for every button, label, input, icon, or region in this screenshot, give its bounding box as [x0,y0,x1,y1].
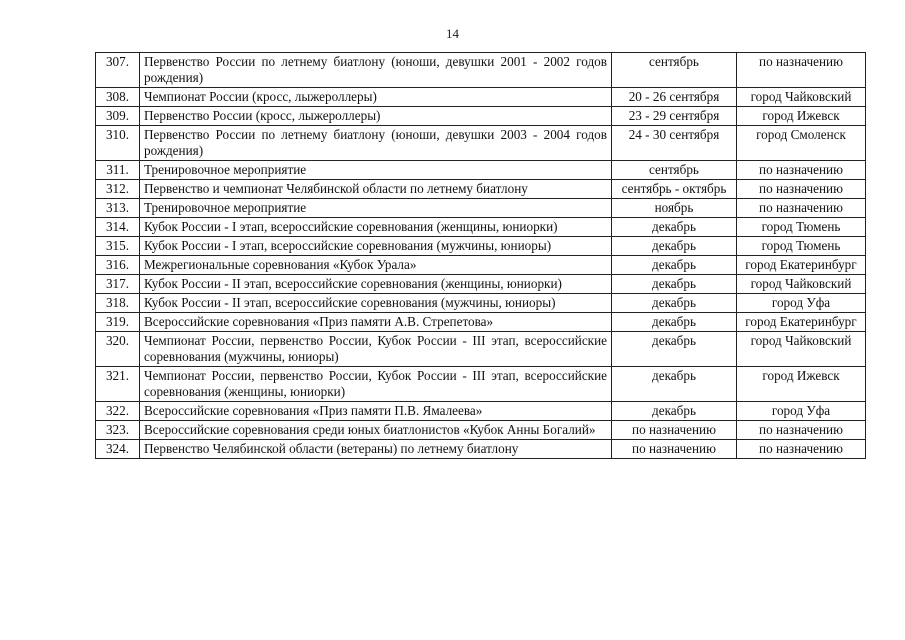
event-place-cell: город Смоленск [737,126,866,161]
event-name-cell: Первенство Челябинской области (ветераны) по летнему биатлону [140,440,612,459]
row-number-cell: 316. [96,256,140,275]
event-place-cell: город Ижевск [737,107,866,126]
event-date-cell: 24 - 30 сентября [612,126,737,161]
table-row [96,367,866,402]
event-date-cell: 20 - 26 сентября [612,88,737,107]
event-name-cell: Всероссийские соревнования среди юных биатлонистов «Кубок Анны Богалий» [140,421,612,440]
event-name-cell: Кубок России - II этап, всероссийские соревнования (мужчины, юниоры) [140,294,612,313]
event-date-cell: декабрь [612,294,737,313]
events-table-body [96,53,866,459]
event-name-cell: Всероссийские соревнования «Приз памяти А.В. Стрепетова» [140,313,612,332]
event-place-cell: по назначению [737,421,866,440]
row-number-cell: 323. [96,421,140,440]
row-number-cell: 309. [96,107,140,126]
event-place-cell: город Чайковский [737,332,866,367]
event-place-cell: город Уфа [737,402,866,421]
table-row [96,88,866,107]
row-number-cell: 320. [96,332,140,367]
event-name-cell: Тренировочное мероприятие [140,199,612,218]
event-name-cell: Кубок России - I этап, всероссийские соревнования (мужчины, юниоры) [140,237,612,256]
event-name-cell: Первенство России по летнему биатлону (юноши, девушки 2001 - 2002 годов рождения) [140,53,612,88]
row-number-cell: 307. [96,53,140,88]
event-place-cell: по назначению [737,440,866,459]
event-date-cell: декабрь [612,313,737,332]
row-number-cell: 317. [96,275,140,294]
event-place-cell: город Тюмень [737,218,866,237]
row-number-cell: 310. [96,126,140,161]
event-place-cell: по назначению [737,53,866,88]
event-date-cell: по назначению [612,421,737,440]
event-date-cell: сентябрь - октябрь [612,180,737,199]
event-date-cell: декабрь [612,218,737,237]
table-row [96,275,866,294]
events-table [95,52,866,459]
row-number-cell: 308. [96,88,140,107]
event-date-cell: ноябрь [612,199,737,218]
event-name-cell: Чемпионат России, первенство России, Кубок России - III этап, всероссийские соревнования (женщины, юниорки) [140,367,612,402]
table-row [96,107,866,126]
event-name-cell: Чемпионат России (кросс, лыжероллеры) [140,88,612,107]
event-date-cell: декабрь [612,256,737,275]
row-number-cell: 314. [96,218,140,237]
row-number-cell: 311. [96,161,140,180]
event-name-cell: Чемпионат России, первенство России, Кубок России - III этап, всероссийские соревнования (мужчины, юниоры) [140,332,612,367]
event-place-cell: город Ижевск [737,367,866,402]
event-place-cell: по назначению [737,180,866,199]
event-name-cell: Первенство России (кросс, лыжероллеры) [140,107,612,126]
event-place-cell: город Чайковский [737,275,866,294]
event-date-cell: декабрь [612,275,737,294]
event-date-cell: декабрь [612,402,737,421]
table-row [96,218,866,237]
table-row [96,237,866,256]
row-number-cell: 315. [96,237,140,256]
table-row [96,180,866,199]
event-name-cell: Тренировочное мероприятие [140,161,612,180]
table-row [96,199,866,218]
table-row [96,421,866,440]
table-row [96,161,866,180]
page-number: 14 [446,26,459,41]
row-number-cell: 313. [96,199,140,218]
event-place-cell: город Екатеринбург [737,256,866,275]
event-date-cell: 23 - 29 сентября [612,107,737,126]
event-place-cell: город Тюмень [737,237,866,256]
table-row [96,440,866,459]
row-number-cell: 318. [96,294,140,313]
event-name-cell: Всероссийские соревнования «Приз памяти П.В. Ямалеева» [140,402,612,421]
event-name-cell: Первенство России по летнему биатлону (юноши, девушки 2003 - 2004 годов рождения) [140,126,612,161]
event-name-cell: Кубок России - I этап, всероссийские соревнования (женщины, юниорки) [140,218,612,237]
table-row [96,126,866,161]
row-number-cell: 322. [96,402,140,421]
event-date-cell: сентябрь [612,161,737,180]
event-date-cell: декабрь [612,367,737,402]
table-row [96,402,866,421]
row-number-cell: 312. [96,180,140,199]
event-date-cell: сентябрь [612,53,737,88]
event-place-cell: город Чайковский [737,88,866,107]
event-date-cell: декабрь [612,237,737,256]
row-number-cell: 321. [96,367,140,402]
table-row [96,332,866,367]
event-place-cell: по назначению [737,161,866,180]
event-name-cell: Первенство и чемпионат Челябинской области по летнему биатлону [140,180,612,199]
row-number-cell: 324. [96,440,140,459]
table-row [96,294,866,313]
event-place-cell: город Уфа [737,294,866,313]
table-row [96,256,866,275]
event-date-cell: декабрь [612,332,737,367]
row-number-cell: 319. [96,313,140,332]
table-row [96,313,866,332]
event-place-cell: город Екатеринбург [737,313,866,332]
event-place-cell: по назначению [737,199,866,218]
event-name-cell: Кубок России - II этап, всероссийские соревнования (женщины, юниорки) [140,275,612,294]
event-date-cell: по назначению [612,440,737,459]
event-name-cell: Межрегиональные соревнования «Кубок Урала» [140,256,612,275]
table-row [96,53,866,88]
